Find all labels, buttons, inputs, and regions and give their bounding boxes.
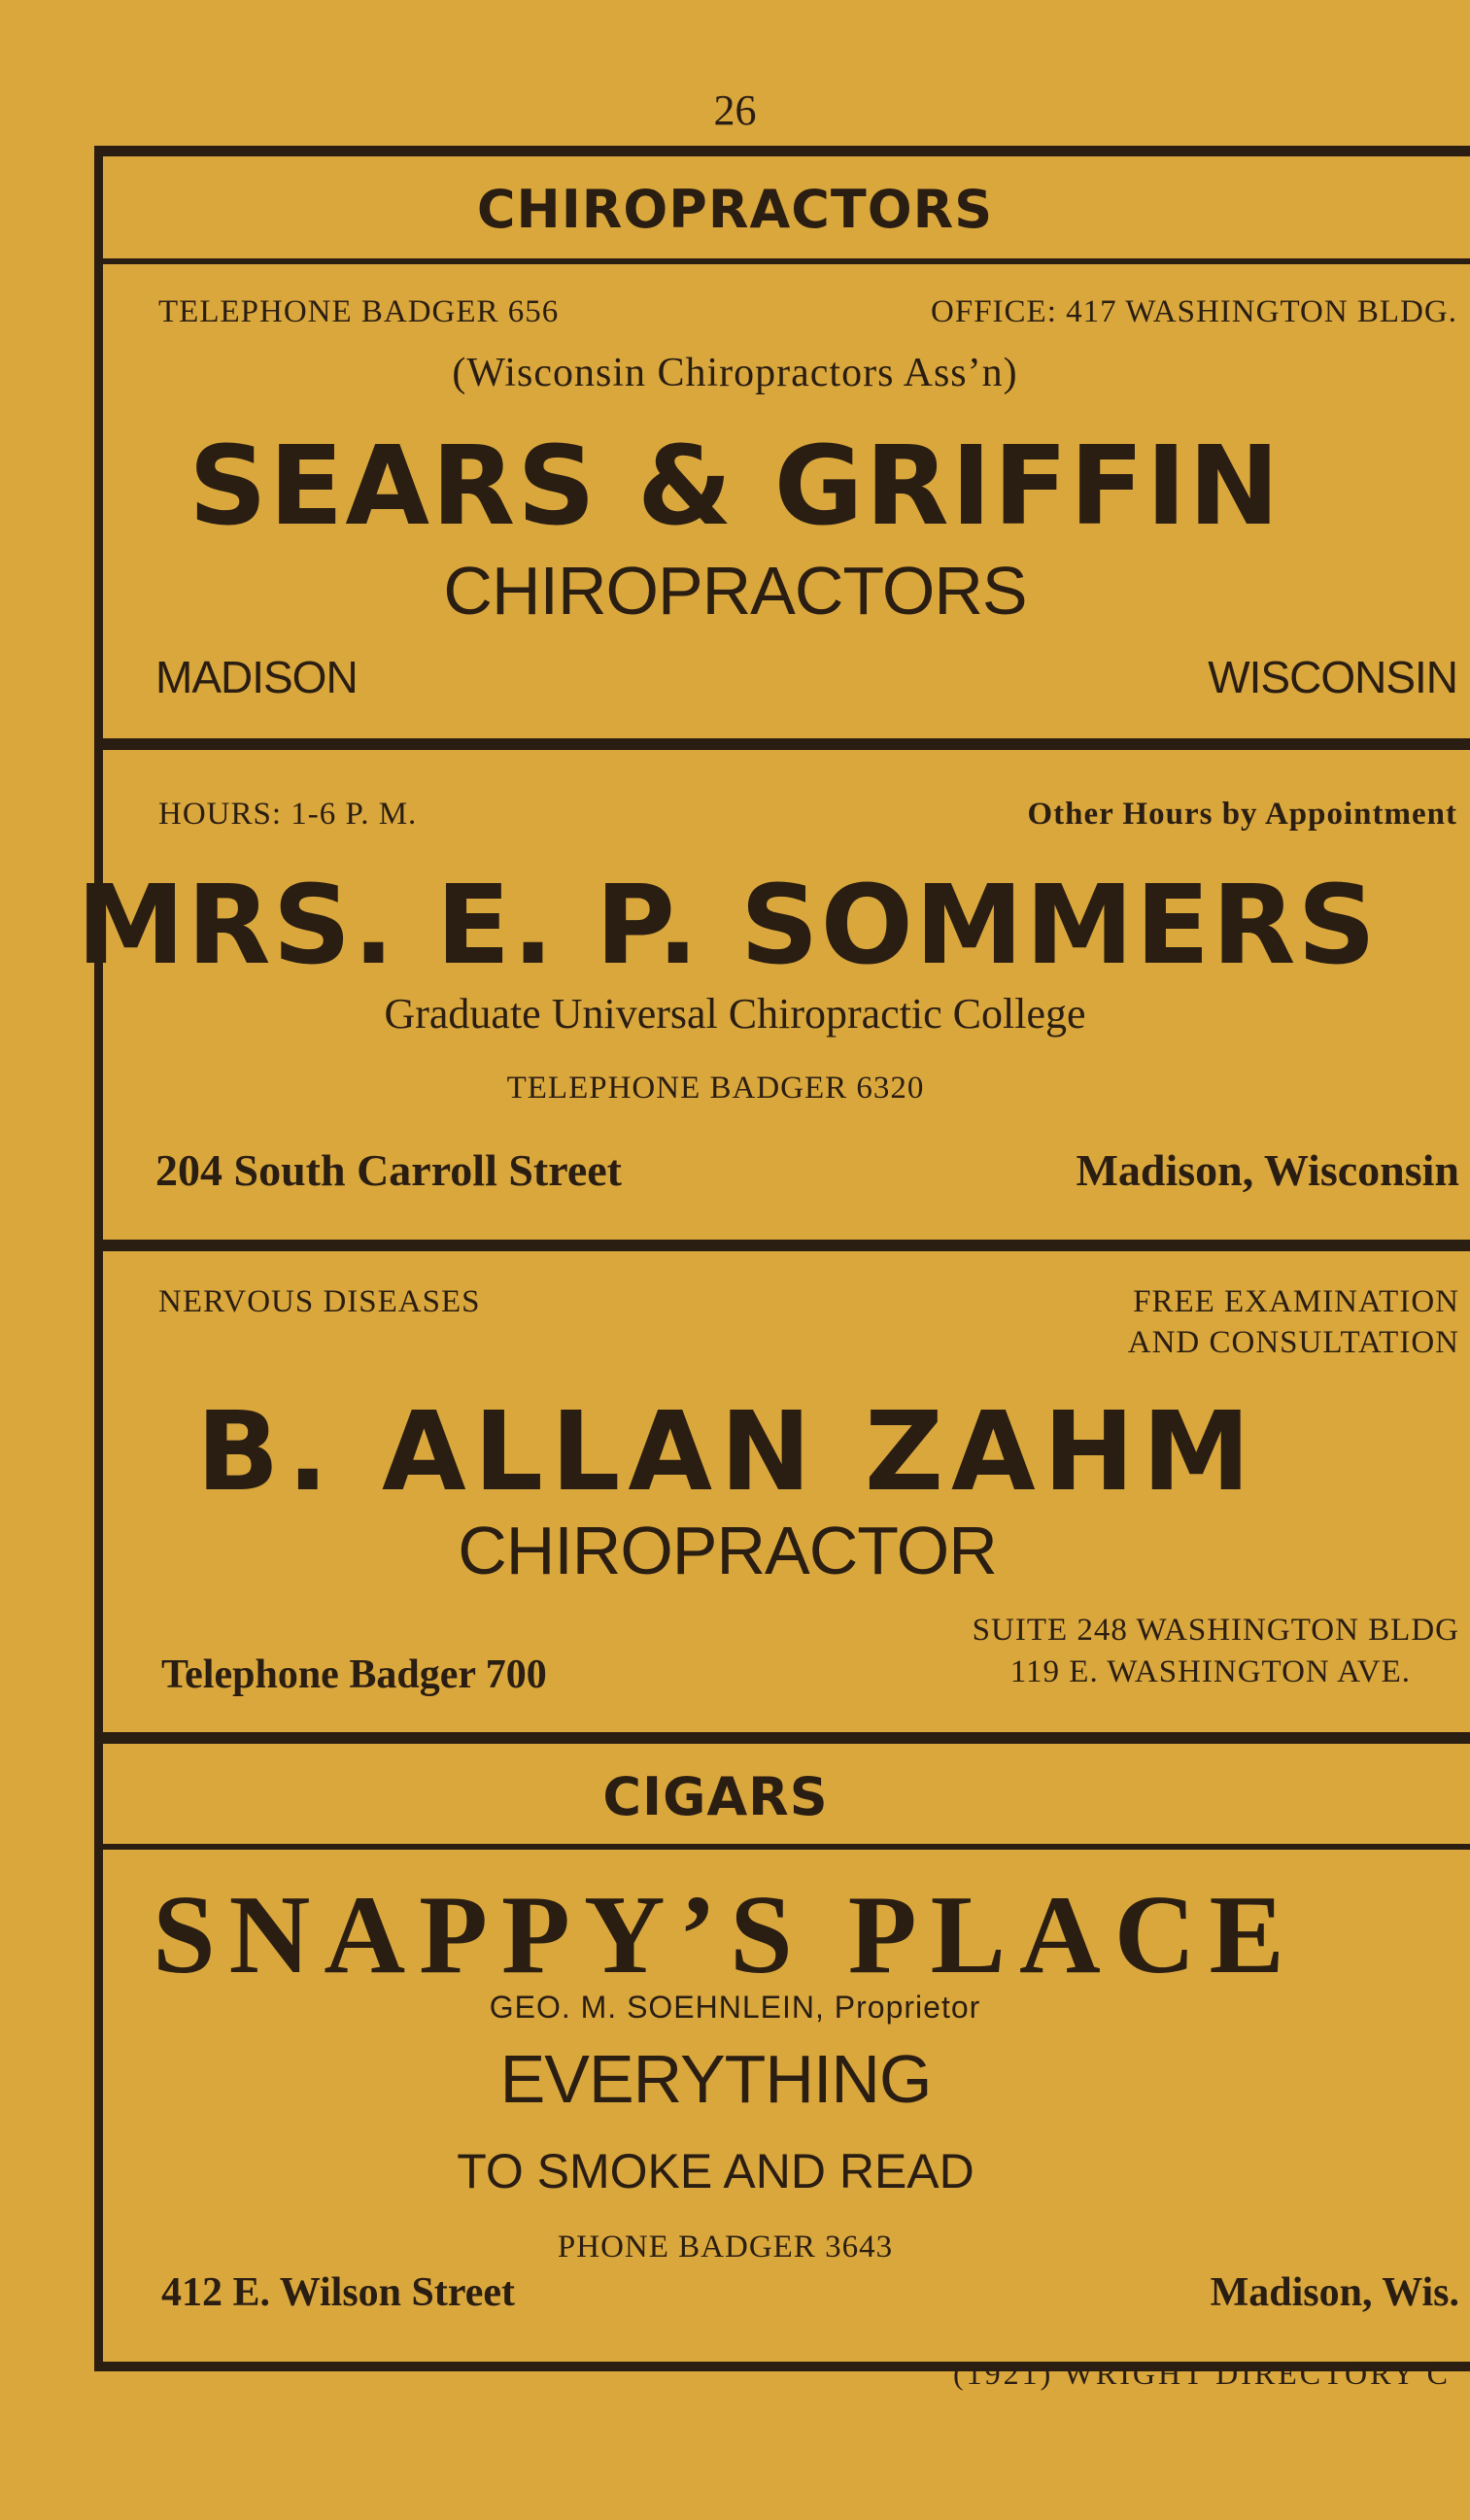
sommers-city: Madison, Wisconsin	[1076, 1145, 1459, 1195]
zahm-telephone: Telephone Badger 700	[161, 1652, 547, 1697]
snappy-name: SNAPPY’S PLACE	[153, 1873, 1298, 1997]
divider	[94, 738, 1470, 750]
sommers-other-hours: Other Hours by Appointment	[1027, 797, 1457, 832]
sommers-telephone: TELEPHONE BADGER 6320	[506, 1071, 925, 1106]
snappy-tagline1: EVERYTHING	[499, 2041, 932, 2117]
snappy-phone: PHONE BADGER 3643	[557, 2230, 894, 2265]
snappy-tagline2: TO SMOKE AND READ	[457, 2144, 974, 2198]
divider	[94, 258, 1470, 264]
zahm-street: 119 E. WASHINGTON AVE.	[1009, 1654, 1411, 1689]
section-heading-cigars: CIGARS	[602, 1766, 829, 1827]
zahm-suite: SUITE 248 WASHINGTON BLDG	[972, 1613, 1459, 1648]
divider	[94, 1240, 1470, 1251]
sommers-name: MRS. E. P. SOMMERS	[76, 863, 1379, 989]
sears-office: OFFICE: 417 WASHINGTON BLDG.	[931, 294, 1457, 329]
sears-state: WISCONSIN	[1208, 652, 1457, 702]
zahm-name: B. ALLAN ZAHM	[196, 1389, 1258, 1515]
zahm-specialty: NERVOUS DISEASES	[158, 1284, 481, 1319]
sommers-graduate: Graduate Universal Chiropractic College	[384, 990, 1086, 1038]
divider	[94, 1844, 1470, 1850]
sears-city: MADISON	[155, 652, 358, 702]
page-number: 26	[713, 86, 757, 134]
sears-name: SEARS & GRIFFIN	[188, 424, 1282, 550]
snappy-proprietor: GEO. M. SOEHNLEIN, Proprietor	[489, 1990, 981, 2025]
sears-profession: CHIROPRACTORS	[443, 553, 1027, 629]
footer-credit: (1921) WRIGHT DIRECTORY C	[952, 2356, 1451, 2391]
sears-telephone: TELEPHONE BADGER 656	[158, 294, 560, 329]
zahm-profession: CHIROPRACTOR	[458, 1513, 997, 1588]
snappy-address: 412 E. Wilson Street	[161, 2270, 516, 2315]
snappy-city: Madison, Wis.	[1210, 2270, 1459, 2315]
zahm-free-line1: FREE EXAMINATION	[1133, 1284, 1459, 1319]
sommers-hours: HOURS: 1-6 P. M.	[158, 797, 418, 832]
zahm-free-line2: AND CONSULTATION	[1127, 1325, 1459, 1360]
section-heading-chiropractors: CHIROPRACTORS	[476, 179, 994, 240]
sears-association: (Wisconsin Chiropractors Ass’n)	[452, 351, 1018, 395]
sommers-address: 204 South Carroll Street	[155, 1145, 622, 1195]
divider	[94, 1732, 1470, 1744]
